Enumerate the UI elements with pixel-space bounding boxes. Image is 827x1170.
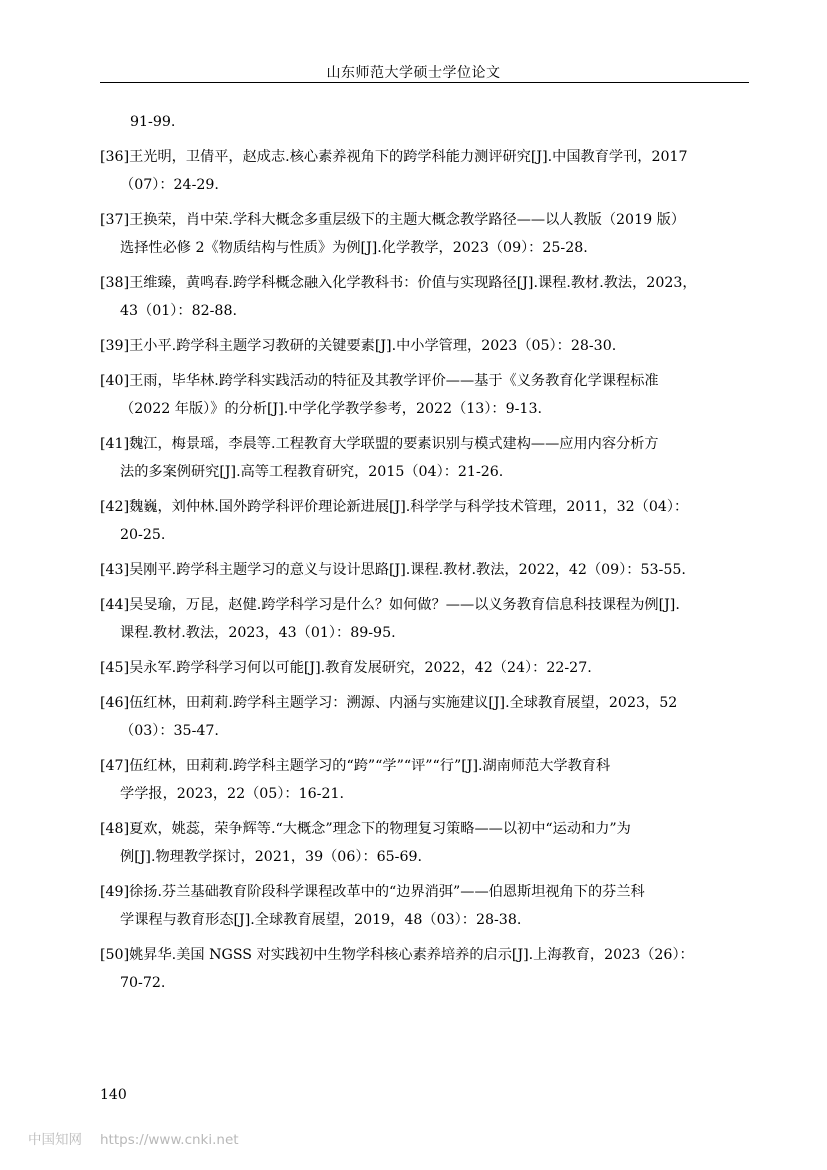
reference-entry <box>100 815 752 871</box>
reference-entry <box>100 332 752 360</box>
reference-line-first: [46]伍红林，田莉莉.跨学科主题学习：溯源、内涵与实施建议[J].全球教育展望，2023，52 <box>100 695 678 711</box>
reference-line-first: [39]王小平.跨学科主题学习教研的关键要素[J].中小学管理，2023（05）：28-30. <box>100 338 617 354</box>
reference-entry <box>100 752 752 808</box>
reference-line-first: [47]伍红林，田莉莉.跨学科主题学习的“跨”“学”“评”“行”[J].湖南师范大学教育科 <box>100 758 611 774</box>
reference-entry <box>100 556 752 584</box>
reference-line-continued: 20-25. <box>120 527 166 543</box>
reference-line-first: [41]魏江，梅景瑶，李晨等.工程教育大学联盟的要素识别与模式建构——应用内容分析方 <box>100 436 659 452</box>
cnki-watermark <box>28 1128 239 1148</box>
reference-line-continued: （03）：35-47. <box>120 723 219 739</box>
reference-line-continued: 例[J].物理教学探讨，2021，39（06）：65-69. <box>120 849 423 865</box>
reference-line-first: [44]吴旻瑜，万昆，赵健.跨学科学习是什么？如何做？——以义务教育信息科技课程为例[J]. <box>100 597 680 613</box>
reference-line-continued: 70-72. <box>120 975 166 991</box>
reference-line-continued: 选择性必修 2《物质结构与性质》为例[J].化学教学，2023（09）：25-28. <box>120 240 588 256</box>
reference-line-continued: 43（01）：82-88. <box>120 303 237 319</box>
reference-line-continued: （07）：24-29. <box>120 177 219 193</box>
reference-line-first: [49]徐扬.芬兰基础教育阶段科学课程改革中的“边界消弭”——伯恩斯坦视角下的芬兰科 <box>100 884 645 900</box>
reference-entry <box>100 941 752 997</box>
watermark-logo: 中国知网 <box>28 1132 82 1148</box>
reference-entry <box>100 143 752 199</box>
reference-line-continued: （2022 年版）》的分析[J].中学化学教学参考，2022（13）：9-13. <box>120 401 542 417</box>
reference-entry <box>100 430 752 486</box>
reference-entry <box>100 878 752 934</box>
reference-line-continued: 课程.教材.教法，2023，43（01）：89-95. <box>120 625 396 641</box>
reference-entry <box>100 591 752 647</box>
header-rule <box>100 82 749 83</box>
running-header: 山东师范大学硕士学位论文 <box>326 65 501 81</box>
reference-line-first: [36]王光明，卫倩平，赵成志.核心素养视角下的跨学科能力测评研究[J].中国教育学刊，2017 <box>100 149 688 165</box>
reference-entry <box>100 269 752 325</box>
reference-entry <box>100 654 752 682</box>
reference-line-first: [42]魏巍，刘仲林.国外跨学科评价理论新进展[J].科学学与科学技术管理，2011，32（04）： <box>100 499 689 515</box>
reference-line-first: [38]王维臻，黄鸣春.跨学科概念融入化学教科书：价值与实现路径[J].课程.教材.教法，2023， <box>100 275 697 291</box>
reference-entry <box>100 206 752 262</box>
watermark-url: https://www.cnki.net <box>100 1132 239 1148</box>
reference-line-first: [50]姚昇华.美国 NGSS 对实践初中生物学科核心素养培养的启示[J].上海教育，2023（26）： <box>100 947 694 963</box>
reference-continuation: 91-99. <box>130 114 176 130</box>
reference-entry <box>100 367 752 423</box>
reference-list <box>100 108 752 1004</box>
reference-entry <box>100 689 752 745</box>
reference-entry <box>100 493 752 549</box>
reference-line-continued: 学课程与教育形态[J].全球教育展望，2019，48（03）：28-38. <box>120 912 522 928</box>
reference-line-continued: 法的多案例研究[J].高等工程教育研究，2015（04）：21-26. <box>120 464 504 480</box>
page-number: 140 <box>100 1087 127 1103</box>
reference-line-first: [45]吴永军.跨学科学习何以可能[J].教育发展研究，2022，42（24）：22-27. <box>100 660 592 676</box>
reference-line-first: [37]王换荣，肖中荣.学科大概念多重层级下的主题大概念教学路径——以人教版（2019 版） <box>100 212 686 228</box>
reference-line-first: [40]王雨，毕华林.跨学科实践活动的特征及其教学评价——基于《义务教育化学课程标准 <box>100 373 659 389</box>
reference-line-first: [48]夏欢，姚蕊，荣争辉等.“大概念”理念下的物理复习策略——以初中“运动和力”为 <box>100 821 631 837</box>
reference-line-continued: 学学报，2023，22（05）：16-21. <box>120 786 345 802</box>
reference-line-first: [43]吴刚平.跨学科主题学习的意义与设计思路[J].课程.教材.教法，2022，42（09）：53-55. <box>100 562 686 578</box>
